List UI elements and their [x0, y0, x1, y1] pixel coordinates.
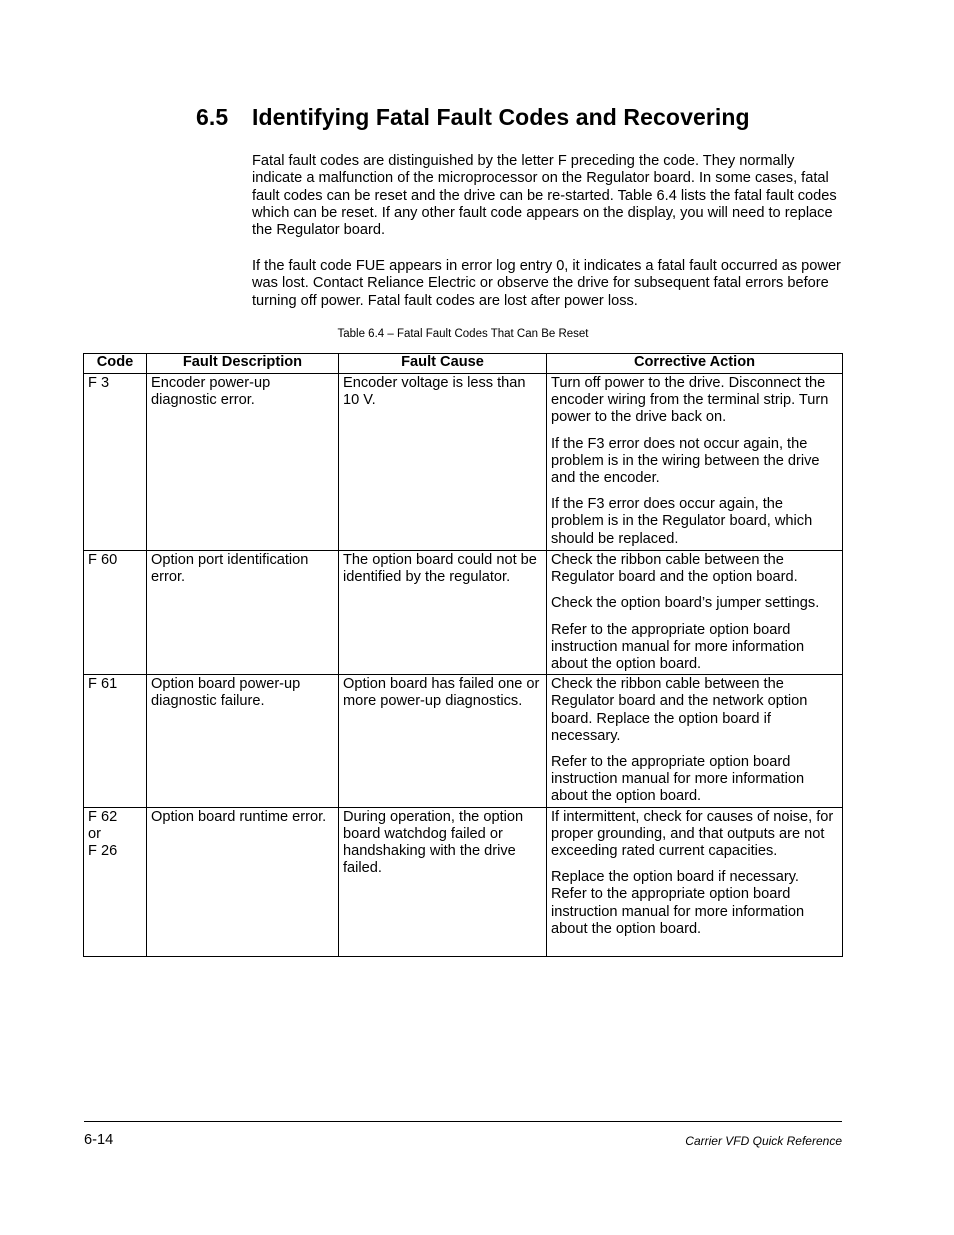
page-number: 6-14	[84, 1132, 114, 1148]
code-text: F 3	[88, 375, 110, 391]
action-text: If the F3 error does occur again, the problem is in the Regulator board, which should be replaced.	[551, 496, 813, 547]
code-cell	[84, 551, 147, 675]
action-cell	[547, 807, 843, 956]
action-text: If the F3 error does not occur again, the problem is in the wiring between the drive and the encoder.	[551, 435, 820, 487]
cause-cell: During operation, the option board watchdog failed or handshaking with the drive failed.	[339, 807, 547, 956]
header-corrective-action: Corrective Action	[547, 354, 843, 374]
cause-cell: Encoder voltage is less than 10 V.	[339, 374, 547, 551]
code-text: or	[88, 825, 101, 842]
action-text: Check the ribbon cable between the Regulator board and the network option board. Replace the option board if necessary.	[551, 676, 808, 744]
action-text: Refer to the appropriate option board instruction manual for more information about the option board.	[551, 754, 805, 805]
cause-cell: Option board has failed one or more power-up diagnostics.	[339, 675, 547, 807]
code-text: F 26	[88, 843, 118, 860]
code-cell	[84, 807, 147, 956]
table-row	[84, 551, 843, 675]
description-cell: Option port identification error.	[147, 551, 339, 675]
document-title: Carrier VFD Quick Reference	[685, 1134, 842, 1148]
fue-paragraph: If the fault code FUE appears in error log entry 0, it indicates a fatal fault occurred as power was lost. Contact Reliance Electric or observe the drive for subsequent fatal errors before turning off power. Fatal fault codes are lost after power loss.	[252, 258, 841, 309]
section-number: 6.5	[196, 104, 229, 130]
table-row	[84, 807, 843, 956]
action-cell	[547, 551, 843, 675]
table-row	[84, 374, 843, 551]
header-code: Code	[84, 354, 147, 374]
table-header-row	[84, 354, 843, 374]
table-caption: Table 6.4 – Fatal Fault Codes That Can Be Reset	[337, 328, 589, 340]
action-text: Replace the option board if necessary. Refer to the appropriate option board instruction manual for more information about the option board.	[551, 869, 805, 937]
action-cell	[547, 374, 843, 551]
code-text: F 62	[88, 808, 118, 825]
description-cell: Encoder power-up diagnostic error.	[147, 374, 339, 551]
footer-rule	[84, 1121, 842, 1122]
action-cell	[547, 675, 843, 807]
code-text: F 60	[88, 552, 118, 568]
header-fault-description: Fault Description	[147, 354, 339, 374]
fault-codes-table	[83, 353, 843, 957]
code-text: F 61	[88, 676, 118, 693]
description-cell: Option board runtime error.	[147, 807, 339, 956]
action-text: Check the option board’s jumper settings.	[551, 595, 820, 612]
action-text: If intermittent, check for causes of noise, for proper grounding, and that outputs are not exceeding rated current capacities.	[551, 808, 834, 860]
section-title: Identifying Fatal Fault Codes and Recovering	[252, 104, 750, 130]
action-text: Turn off power to the drive. Disconnect the encoder wiring from the terminal strip. Turn power to the drive back on.	[551, 375, 829, 426]
description-cell: Option board power-up diagnostic failure.	[147, 675, 339, 807]
intro-paragraph: Fatal fault codes are distinguished by the letter F preceding the code. They normally indicate a malfunction of the microprocessor on the Regulator board. In some cases, fatal fault codes can be reset and the drive can be re-started. Table 6.4 lists the fatal fault codes which can be reset. If any other fault code appears on the display, you will need to replace the Regulator board.	[252, 153, 837, 239]
code-cell	[84, 675, 147, 807]
table-row	[84, 675, 843, 807]
action-text: Check the ribbon cable between the Regulator board and the option board.	[551, 552, 798, 586]
section-heading	[196, 104, 750, 131]
code-cell	[84, 374, 147, 551]
header-fault-cause: Fault Cause	[339, 354, 547, 374]
action-text: Refer to the appropriate option board instruction manual for more information about the option board.	[551, 621, 805, 673]
cause-cell: The option board could not be identified by the regulator.	[339, 551, 547, 675]
